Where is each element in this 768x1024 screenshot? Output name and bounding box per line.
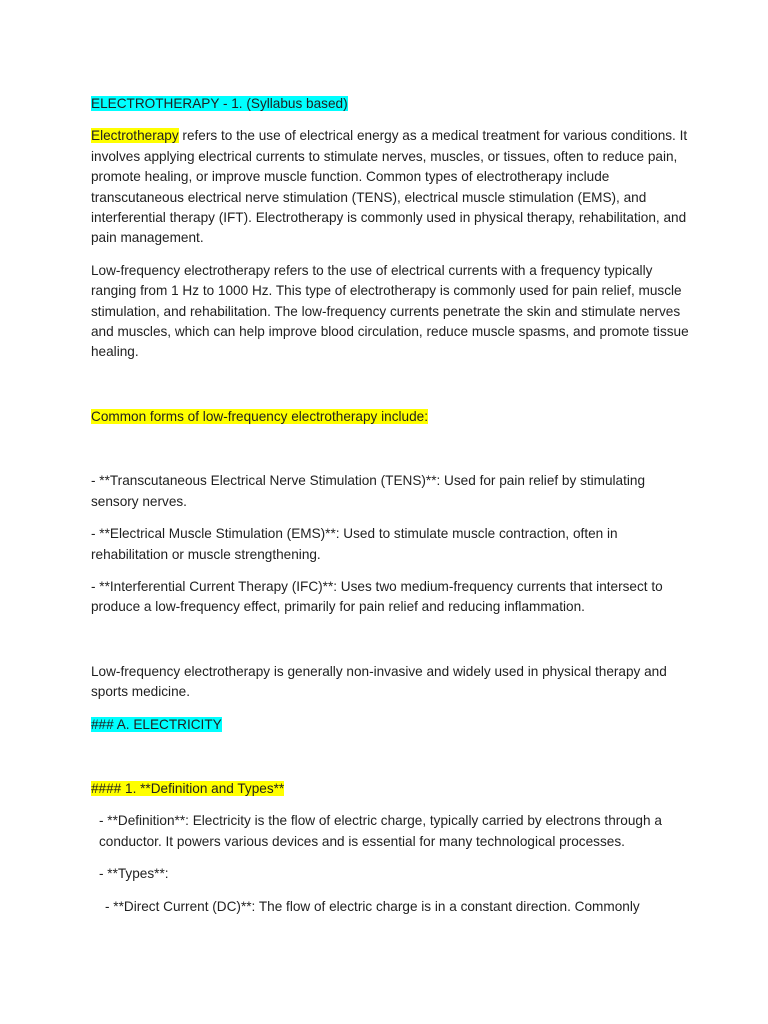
subsection-1-heading: [91, 779, 691, 799]
common-forms-heading: [91, 407, 691, 427]
common-forms-heading-text: Common forms of low-frequency electrotherapy include:: [91, 408, 428, 424]
types-line: - **Types**:: [99, 866, 169, 882]
dc-line: - **Direct Current (DC)**: The flow of electric charge is in a constant direction. Commonly: [105, 898, 640, 914]
document-title-text: ELECTROTHERAPY - 1. (Syllabus based): [91, 96, 348, 111]
section-a-heading-text: ### A. ELECTRICITY: [91, 716, 222, 732]
subsection-1-heading-text: #### 1. **Definition and Types**: [91, 780, 285, 796]
form-item-tens: - **Transcutaneous Electrical Nerve Stimulation (TENS)**: Used for pain relief by stimulating sensory nerves.: [91, 473, 646, 509]
document-body: [91, 94, 691, 917]
intro-paragraph: [91, 126, 691, 248]
definition-line: - **Definition**: Electricity is the flow of electric charge, typically carried by electrons through a conductor. It powers various devices and is essential for many technological processes.: [99, 813, 662, 849]
section-a-heading: [91, 715, 691, 735]
form-item-ems: - **Electrical Muscle Stimulation (EMS)**: Used to stimulate muscle contraction, often in rehabilitation or muscle strengthening.: [91, 526, 618, 562]
form-item-ifc: - **Interferential Current Therapy (IFC)**: Uses two medium-frequency currents that intersect to produce a low-frequency effect, primarily for pain relief and reducing inflammation.: [91, 578, 663, 615]
low-frequency-paragraph: Low-frequency electrotherapy refers to the use of electrical currents with a frequency typically ranging from 1 Hz to 1000 Hz. This type of electrotherapy is commonly used for pain relief, muscle stimulation, and rehabilitation. The low-frequency currents penetrate the skin and stimulate nerves and muscles, which can help improve blood circulation, reduce muscle spasms, and promote tissue healing.: [91, 262, 689, 360]
intro-term: Electrotherapy: [91, 128, 179, 144]
intro-text: refers to the use of electrical energy as a medical treatment for various conditions. It involves applying electrical currents to stimulate nerves, muscles, or tissues, often to reduce pain, promote healing, or improve muscle function. Common types of electrotherapy include transcutaneous electrical nerve stimulation (TENS), electrical muscle stimulation (EMS), and interferential therapy (IFT). Electrotherapy is commonly used in physical therapy, rehabilitation, and pain management.: [91, 128, 688, 246]
document-title: [91, 94, 691, 114]
summary-paragraph: Low-frequency electrotherapy is generally non-invasive and widely used in physical therapy and sports medicine.: [91, 663, 667, 700]
